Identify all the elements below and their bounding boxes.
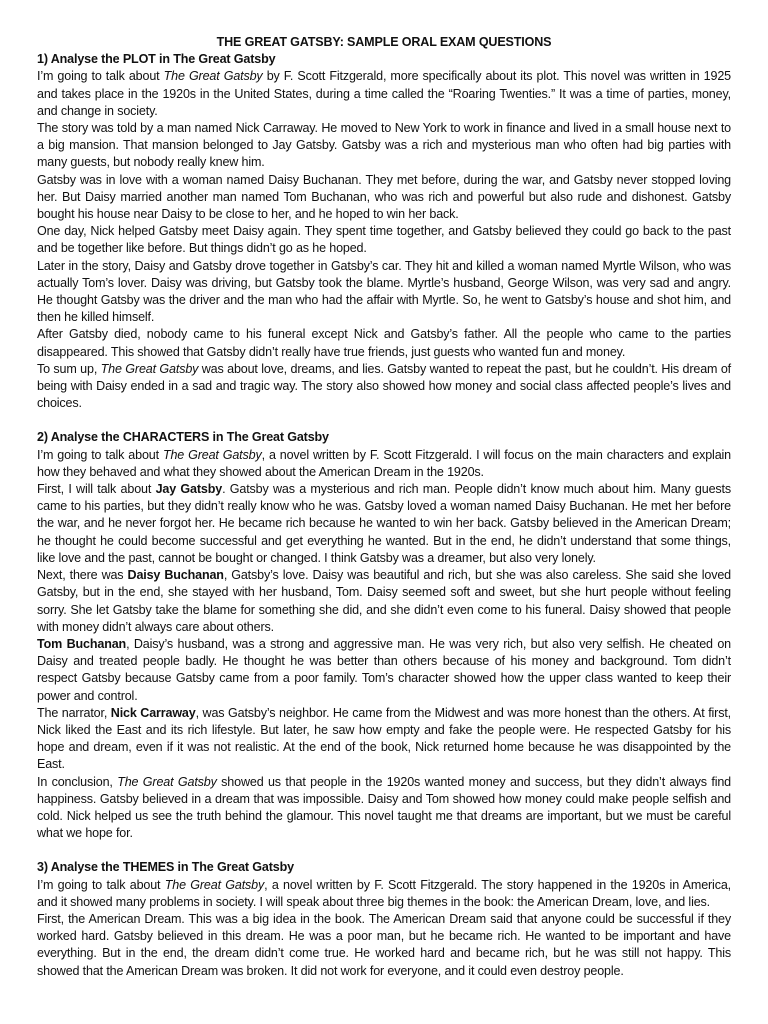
paragraph: First, the American Dream. This was a big idea in the book. The American Dream said that anyone could be successful if they worked hard. Gatsby believed in this dream. He was a poor man, but he became rich. He wanted to be important and have everything. But in the end, the dream didn’t come true. He worked hard and became rich, but he was still not happy. This showed that the American Dream was broken. It did not work for everyone, and it could even destroy people. [37, 911, 731, 978]
paragraph: Next, there was Daisy Buchanan, Gatsby’s love. Daisy was beautiful and rich, but she was also careless. She said she loved Gatsby, but in the end, she stayed with her husband, Tom. Daisy seemed soft and sweet, but she hurt people without feeling sorry. She let Gatsby take the blame for something she did, and she didn’t even come to his funeral. Daisy showed that people with money didn’t always care about others. [37, 568, 731, 634]
paragraph: I’m going to talk about The Great Gatsby by F. Scott Fitzgerald, more specifically about its plot. This novel was written in 1925 and takes place in the 1920s in the United States, during a time called the “Roaring Twenties.” It was a time of parties, money, and change in society. [37, 69, 731, 118]
paragraph: The narrator, Nick Carraway, was Gatsby’s neighbor. He came from the Midwest and was more honest than the others. At first, Nick liked the East and its rich lifestyle. But later, he saw how empty and fake the people were. He respected Gatsby for his hope and dream, even if it was not realistic. At the end of the book, Nick returned home because he was disappointed by the East. [37, 705, 731, 772]
paragraph: I’m going to talk about The Great Gatsby, a novel written by F. Scott Fitzgerald. The story happened in the 1920s in America, and it showed many problems in society. I will speak about three big themes in the book: the American Dream, love, and lies. [37, 877, 731, 909]
section-characters [37, 429, 731, 842]
paragraph: In conclusion, The Great Gatsby showed us that people in the 1920s wanted money and success, but they didn’t always find happiness. Gatsby believed in a dream that was impossible. Daisy and Tom showed how money could make people selfish and cold. Nick helped us see the truth behind the glamour. This novel taught me that dreams are important, but we must be careful what we hope for. [37, 774, 731, 841]
paragraph: Tom Buchanan, Daisy’s husband, was a strong and aggressive man. He was very rich, but also very selfish. He cheated on Daisy and treated people badly. He thought he was better than others because of his money and background. Tom didn’t respect Gatsby because Gatsby came from a poor family. Tom’s character showed how the upper class wanted to keep their power and control. [37, 636, 732, 703]
section-plot [37, 51, 731, 412]
document-title: THE GREAT GATSBY: SAMPLE ORAL EXAM QUESTIONS [216, 35, 552, 49]
section-themes [37, 859, 731, 979]
section-heading: 2) Analyse the CHARACTERS in The Great Gatsby [37, 430, 329, 445]
section-heading: 3) Analyse the THEMES in The Great Gatsby [37, 860, 294, 875]
paragraph: The story was told by a man named Nick Carraway. He moved to New York to work in finance and lived in a small house next to a big mansion. That mansion belonged to Jay Gatsby. Gatsby was a rich and mysterious man who often had big parties with many guests, but nobody really knew him. [37, 121, 731, 170]
paragraph: First, I will talk about Jay Gatsby. Gatsby was a mysterious and rich man. People didn’t know much about him. Many guests came to his parties, but they didn’t really know who he was. Gatsby loved a woman named Daisy Buchanan. He met her before the war, and he never forgot her. He became rich because he wanted to win her back. Gatsby believed in the American Dream; he thought he could become successful and get everything he wanted. But in the end, he didn’t understand that some things, like love and the past, cannot be bought or changed. I think Gatsby was a dreamer, but also very lonely. [37, 482, 731, 565]
section-spacer [37, 842, 731, 859]
paragraph: To sum up, The Great Gatsby was about love, dreams, and lies. Gatsby wanted to repeat the past, but he couldn’t. His dream of being with Daisy ended in a sad and tragic way. The story also showed how money and social class affected people’s lives and choices. [37, 361, 731, 411]
paragraph: Gatsby was in love with a woman named Daisy Buchanan. They met before, during the war, and Gatsby never stopped loving her. But Daisy married another man named Tom Buchanan, who was rich and powerful but also rude and dishonest. Gatsby bought his house near Daisy to be close to her, and he hoped to win her back. [37, 172, 731, 222]
paragraph: One day, Nick helped Gatsby meet Daisy again. They spent time together, and Gatsby believed they could go back to the past and be together like before. But things didn’t go as he hoped. [37, 224, 731, 256]
paragraph: Later in the story, Daisy and Gatsby drove together in Gatsby’s car. They hit and killed a woman named Myrtle Wilson, who was actually Tom’s lover. Daisy was driving, but Gatsby took the blame. Myrtle’s husband, George Wilson, was very sad and angry. He thought Gatsby was the driver and the man who had the affair with Myrtle. So, he went to Gatsby’s house and shot him, and then he killed himself. [37, 258, 731, 325]
paragraph: After Gatsby died, nobody came to his funeral except Nick and Gatsby’s father. All the people who came to the parties disappeared. This showed that Gatsby didn’t really have true friends, just guests who wanted fun and money. [37, 327, 731, 359]
paragraph: I’m going to talk about The Great Gatsby, a novel written by F. Scott Fitzgerald. I will focus on the main characters and explain how they behaved and what they showed about the American Dream in the 1920s. [37, 447, 731, 479]
section-heading: 1) Analyse the PLOT in The Great Gatsby [37, 52, 276, 67]
section-spacer [37, 412, 731, 429]
